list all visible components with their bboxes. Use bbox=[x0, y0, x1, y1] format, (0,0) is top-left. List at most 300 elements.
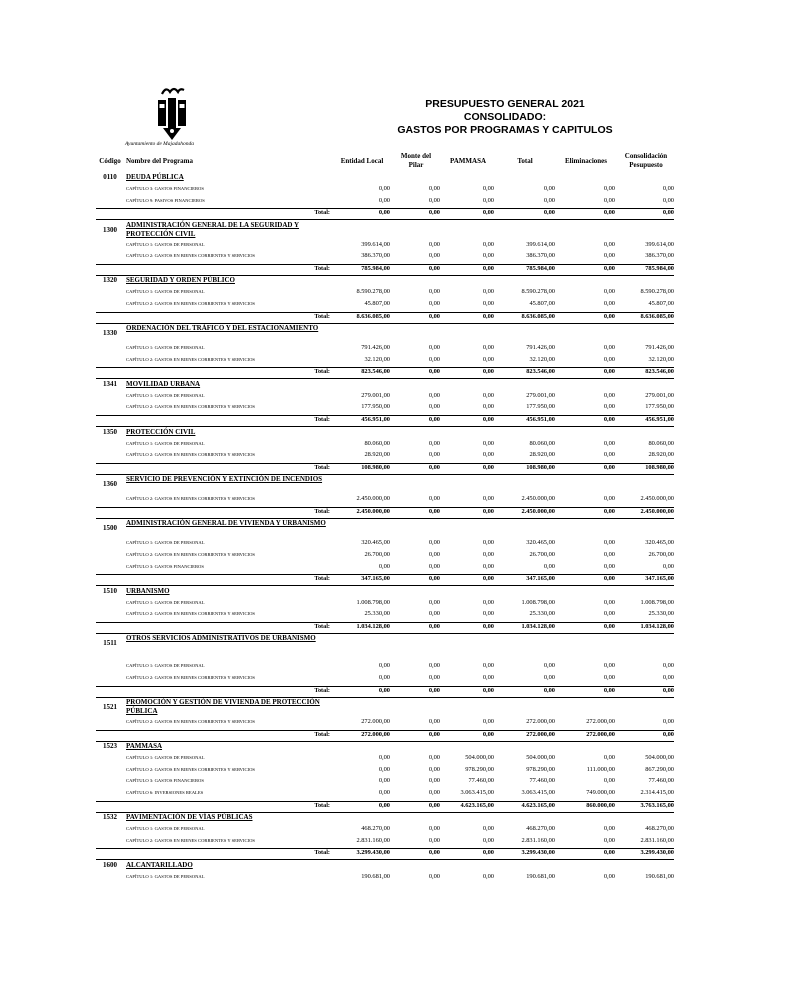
cell-value: 1.008.798,00 bbox=[356, 598, 390, 606]
logo-caption: Ayuntamiento de Majadahonda bbox=[125, 141, 195, 147]
cell-value: 28.920,00 bbox=[648, 451, 674, 459]
total-value: 785.984,00 bbox=[361, 264, 390, 272]
cell-value: 0,00 bbox=[603, 662, 615, 670]
chapter-label: CAPÍTULO 2: GASTOS EN BIENES CORRIENTES Y SERVICIOS bbox=[126, 611, 255, 617]
total-value: 0,00 bbox=[482, 264, 494, 272]
cell-value: 0,00 bbox=[428, 598, 440, 606]
table-row bbox=[0, 562, 792, 574]
chapter-label: CAPÍTULO 2: GASTOS EN BIENES CORRIENTES Y SERVICIOS bbox=[126, 452, 255, 458]
table-row bbox=[0, 287, 792, 299]
chapter-label: CAPÍTULO 2: GASTOS EN BIENES CORRIENTES Y SERVICIOS bbox=[126, 837, 255, 843]
cell-value: 2.831.160,00 bbox=[640, 836, 674, 844]
cell-value: 32.120,00 bbox=[364, 355, 390, 363]
cell-value: 0,00 bbox=[428, 836, 440, 844]
table-row bbox=[0, 550, 792, 562]
cell-value: 0,00 bbox=[482, 562, 494, 570]
cell-value: 0,00 bbox=[378, 662, 390, 670]
chapter-label: CAPÍTULO 1: GASTOS DE PERSONAL bbox=[126, 345, 205, 351]
cell-value: 26.700,00 bbox=[648, 550, 674, 558]
total-value: 0,00 bbox=[543, 209, 555, 217]
cell-value: 111.000,00 bbox=[586, 765, 615, 773]
cell-value: 399.614,00 bbox=[526, 240, 555, 248]
header-entidad: Entidad Local bbox=[340, 157, 384, 165]
cell-value: 0,00 bbox=[428, 252, 440, 260]
cell-value: 0,00 bbox=[428, 562, 440, 570]
total-value: 0,00 bbox=[603, 312, 615, 320]
cell-value: 25.330,00 bbox=[648, 610, 674, 618]
cell-value: 3.063.415,00 bbox=[460, 788, 494, 796]
cell-value: 0,00 bbox=[428, 344, 440, 352]
program-name: PROMOCIÓN Y GESTIÓN DE VIVIENDA DE PROTECCIÓN PÚBLICA bbox=[126, 698, 320, 715]
cell-value: 0,00 bbox=[543, 185, 555, 192]
table-row bbox=[0, 872, 792, 884]
title-line-3: GASTOS POR PROGRAMAS Y CAPITULOS bbox=[397, 124, 613, 136]
program-name: ORDENACIÓN DEL TRÁFICO Y DEL ESTACIONAMIENTO bbox=[126, 324, 319, 333]
cell-value: 272.000,00 bbox=[361, 718, 390, 725]
program-code: 1320 bbox=[103, 276, 117, 285]
total-value: 347.165,00 bbox=[361, 575, 390, 583]
cell-value: 0,00 bbox=[378, 196, 390, 204]
table-row bbox=[0, 184, 792, 196]
chapter-label: CAPÍTULO 2: GASTOS EN BIENES CORRIENTES Y SERVICIOS bbox=[126, 551, 255, 557]
total-value: 1.034.128,00 bbox=[640, 622, 674, 630]
cell-value: 320.465,00 bbox=[526, 539, 555, 547]
total-value: 2.450.000,00 bbox=[356, 507, 390, 515]
cell-value: 177.950,00 bbox=[645, 403, 674, 411]
cell-value: 0,00 bbox=[428, 185, 440, 192]
cell-value: 0,00 bbox=[482, 872, 494, 880]
program-name: MOVILIDAD URBANA bbox=[126, 379, 201, 388]
chapter-label: CAPÍTULO 2: GASTOS EN BIENES CORRIENTES Y SERVICIOS bbox=[126, 766, 255, 772]
program-name: ADMINISTRACIÓN GENERAL DE VIVIENDA Y URBANISMO bbox=[126, 519, 326, 528]
cell-value: 504.000,00 bbox=[645, 754, 674, 762]
program-code: 1360 bbox=[103, 480, 117, 489]
cell-value: 0,00 bbox=[662, 196, 674, 204]
program-name: PROTECCIÓN CIVIL bbox=[126, 427, 196, 436]
cell-value: 177.950,00 bbox=[526, 403, 555, 411]
cell-value: 0,00 bbox=[482, 825, 494, 832]
total-value: 0,00 bbox=[482, 416, 494, 423]
cell-value: 1.008.798,00 bbox=[640, 598, 674, 606]
program-name: OTROS SERVICIOS ADMINISTRATIVOS DE URBANISMO bbox=[126, 634, 316, 643]
total-value: 0,00 bbox=[482, 507, 494, 515]
chapter-label: CAPÍTULO 2: GASTOS EN BIENES CORRIENTES Y SERVICIOS bbox=[126, 253, 255, 259]
header-codigo: Código bbox=[99, 157, 121, 165]
total-label: Total: bbox=[314, 209, 330, 217]
program-name: ADMINISTRACIÓN GENERAL DE LA SEGURIDAD Y PROTECCIÓN CIVIL bbox=[126, 220, 300, 238]
cell-value: 0,00 bbox=[603, 754, 615, 762]
cell-value: 0,00 bbox=[603, 777, 615, 785]
table-header bbox=[0, 151, 792, 173]
cell-value: 80.060,00 bbox=[529, 439, 555, 447]
total-value: 0,00 bbox=[428, 368, 440, 376]
cell-value: 279.001,00 bbox=[526, 391, 555, 399]
cell-value: 0,00 bbox=[662, 185, 674, 192]
program-name: SERVICIO DE PREVENCIÓN Y EXTINCIÓN DE INCENDIOS bbox=[126, 475, 323, 484]
cell-value: 0,00 bbox=[603, 550, 615, 558]
cell-value: 0,00 bbox=[662, 673, 674, 681]
total-value: 0,00 bbox=[428, 849, 440, 857]
total-value: 2.450.000,00 bbox=[640, 507, 674, 515]
total-value: 347.165,00 bbox=[645, 575, 674, 583]
cell-value: 0,00 bbox=[428, 765, 440, 773]
total-label: Total: bbox=[314, 312, 330, 320]
cell-value: 0,00 bbox=[603, 196, 615, 204]
cell-value: 26.700,00 bbox=[529, 550, 555, 558]
total-value: 0,00 bbox=[428, 209, 440, 217]
cell-value: 0,00 bbox=[482, 300, 494, 307]
chapter-label: CAPÍTULO 2: GASTOS EN BIENES CORRIENTES Y SERVICIOS bbox=[126, 496, 255, 502]
cell-value: 0,00 bbox=[428, 196, 440, 204]
table-row bbox=[0, 450, 792, 462]
cell-value: 26.700,00 bbox=[364, 550, 390, 558]
total-value: 3.763.165,00 bbox=[640, 801, 674, 809]
header-nombre: Nombre del Programa bbox=[126, 157, 194, 165]
total-label: Total: bbox=[314, 730, 330, 738]
program-name: PAMMASA bbox=[126, 742, 163, 751]
cell-value: 279.001,00 bbox=[361, 391, 390, 399]
cell-value: 2.831.160,00 bbox=[356, 836, 390, 844]
cell-value: 0,00 bbox=[662, 562, 674, 570]
cell-value: 0,00 bbox=[428, 495, 440, 503]
cell-value: 0,00 bbox=[428, 825, 440, 832]
total-value: 860.000,00 bbox=[586, 801, 615, 809]
total-value: 0,00 bbox=[603, 463, 615, 471]
cell-value: 399.614,00 bbox=[645, 240, 674, 248]
cell-value: 0,00 bbox=[482, 240, 494, 248]
chapter-label: CAPÍTULO 1: GASTOS DE PERSONAL bbox=[126, 873, 205, 879]
cell-value: 0,00 bbox=[603, 300, 615, 307]
program-code: 1511 bbox=[103, 639, 117, 648]
cell-value: 386.370,00 bbox=[526, 252, 555, 260]
cell-value: 0,00 bbox=[428, 872, 440, 880]
table-row bbox=[0, 824, 792, 836]
program-name: DEUDA PÚBLICA bbox=[126, 173, 184, 181]
table-row bbox=[0, 788, 792, 800]
cell-value: 0,00 bbox=[543, 562, 555, 570]
total-label: Total: bbox=[314, 463, 330, 471]
total-value: 0,00 bbox=[428, 575, 440, 583]
total-label: Total: bbox=[314, 686, 330, 694]
chapter-label: CAPÍTULO 2: GASTOS EN BIENES CORRIENTES Y SERVICIOS bbox=[126, 404, 255, 410]
chapter-label: CAPÍTULO 9: PASIVOS FINANCIEROS bbox=[126, 197, 205, 203]
table-row bbox=[0, 251, 792, 263]
cell-value: 77.460,00 bbox=[468, 777, 494, 785]
cell-value: 177.950,00 bbox=[361, 403, 390, 411]
total-value: 3.299.430,00 bbox=[521, 849, 555, 857]
total-value: 4.623.165,00 bbox=[521, 801, 555, 809]
table-row bbox=[0, 717, 792, 729]
cell-value: 468.270,00 bbox=[361, 825, 390, 832]
cell-value: 0,00 bbox=[482, 718, 494, 725]
cell-value: 0,00 bbox=[428, 355, 440, 363]
cell-value: 0,00 bbox=[603, 344, 615, 352]
total-value: 0,00 bbox=[482, 209, 494, 217]
cell-value: 386.370,00 bbox=[361, 252, 390, 260]
total-value: 0,00 bbox=[603, 622, 615, 630]
total-value: 0,00 bbox=[482, 463, 494, 471]
cell-value: 0,00 bbox=[428, 439, 440, 447]
cell-value: 0,00 bbox=[428, 391, 440, 399]
cell-value: 80.060,00 bbox=[648, 439, 674, 447]
total-value: 8.636.085,00 bbox=[640, 312, 674, 320]
chapter-label: CAPÍTULO 2: GASTOS EN BIENES CORRIENTES Y SERVICIOS bbox=[126, 301, 255, 306]
header-pammasa: PAMMASA bbox=[449, 157, 487, 165]
table-row bbox=[0, 343, 792, 355]
cell-value: 45.807,00 bbox=[529, 300, 555, 307]
cell-value: 8.590.278,00 bbox=[640, 288, 674, 296]
table-row bbox=[0, 836, 792, 848]
table-row bbox=[0, 765, 792, 777]
total-value: 456.951,00 bbox=[361, 416, 390, 423]
cell-value: 0,00 bbox=[428, 403, 440, 411]
cell-value: 0,00 bbox=[603, 288, 615, 296]
total-value: 0,00 bbox=[603, 264, 615, 272]
cell-value: 3.063.415,00 bbox=[521, 788, 555, 796]
cell-value: 0,00 bbox=[378, 185, 390, 192]
program-code: 1600 bbox=[103, 860, 117, 869]
total-value: 3.299.430,00 bbox=[356, 849, 390, 857]
program-name: SEGURIDAD Y ORDEN PÚBLICO bbox=[126, 276, 235, 285]
cell-value: 978.290,00 bbox=[465, 765, 494, 773]
program-code: 1510 bbox=[103, 586, 117, 595]
cell-value: 0,00 bbox=[482, 344, 494, 352]
cell-value: 279.001,00 bbox=[645, 391, 674, 399]
total-value: 456.951,00 bbox=[526, 416, 555, 423]
cell-value: 190.681,00 bbox=[361, 872, 390, 880]
table-row bbox=[0, 240, 792, 252]
total-value: 0,00 bbox=[603, 416, 615, 423]
cell-value: 272.000,00 bbox=[526, 718, 555, 725]
total-value: 8.636.085,00 bbox=[521, 312, 555, 320]
cell-value: 77.460,00 bbox=[648, 777, 674, 785]
table-row bbox=[0, 673, 792, 685]
total-value: 0,00 bbox=[482, 368, 494, 376]
cell-value: 0,00 bbox=[603, 403, 615, 411]
program-name: ALCANTARILLADO bbox=[126, 860, 193, 869]
table-row bbox=[0, 609, 792, 621]
cell-value: 0,00 bbox=[378, 788, 390, 796]
cell-value: 0,00 bbox=[482, 391, 494, 399]
table-row bbox=[0, 598, 792, 610]
total-value: 0,00 bbox=[482, 730, 494, 738]
chapter-label: CAPÍTULO 1: GASTOS DE PERSONAL bbox=[126, 241, 205, 247]
chapter-label: CAPÍTULO 1: GASTOS DE PERSONAL bbox=[126, 392, 205, 398]
total-value: 823.546,00 bbox=[645, 368, 674, 376]
header-consolidacion: Consolidación Pesupuesto bbox=[624, 152, 668, 169]
total-value: 0,00 bbox=[662, 730, 674, 738]
cell-value: 0,00 bbox=[603, 872, 615, 880]
total-value: 272.000,00 bbox=[361, 730, 390, 738]
cell-value: 0,00 bbox=[482, 196, 494, 204]
cell-value: 504.000,00 bbox=[465, 754, 494, 762]
cell-value: 0,00 bbox=[428, 610, 440, 618]
total-value: 0,00 bbox=[603, 209, 615, 217]
cell-value: 0,00 bbox=[482, 355, 494, 363]
total-value: 1.034.128,00 bbox=[356, 622, 390, 630]
total-value: 0,00 bbox=[428, 264, 440, 272]
cell-value: 791.426,00 bbox=[526, 344, 555, 352]
chapter-label: CAPÍTULO 1: GASTOS DE PERSONAL bbox=[126, 755, 205, 761]
table-row bbox=[0, 439, 792, 451]
total-value: 108.980,00 bbox=[645, 463, 674, 471]
chapter-label: CAPÍTULO 3: GASTOS FINANCIEROS bbox=[126, 778, 204, 784]
total-label: Total: bbox=[314, 801, 330, 809]
cell-value: 0,00 bbox=[428, 662, 440, 670]
chapter-label: CAPÍTULO 3: GASTOS FINANCIEROS bbox=[126, 563, 204, 569]
cell-value: 978.290,00 bbox=[526, 765, 555, 773]
cell-value: 0,00 bbox=[482, 610, 494, 618]
header-eliminaciones: Eliminaciones bbox=[564, 157, 607, 165]
chapter-label: CAPÍTULO 2: GASTOS EN BIENES CORRIENTES Y SERVICIOS bbox=[126, 356, 255, 362]
cell-value: 0,00 bbox=[603, 391, 615, 399]
cell-value: 0,00 bbox=[428, 718, 440, 725]
cell-value: 0,00 bbox=[603, 240, 615, 248]
chapter-label: CAPÍTULO 1: GASTOS DE PERSONAL bbox=[126, 540, 205, 546]
cell-value: 2.450.000,00 bbox=[356, 495, 390, 503]
cell-value: 0,00 bbox=[482, 403, 494, 411]
total-value: 108.980,00 bbox=[361, 463, 390, 471]
report-title bbox=[380, 98, 630, 137]
cell-value: 0,00 bbox=[428, 550, 440, 558]
total-value: 0,00 bbox=[378, 801, 390, 809]
cell-value: 0,00 bbox=[603, 673, 615, 681]
cell-value: 32.120,00 bbox=[648, 355, 674, 363]
program-code: 1300 bbox=[103, 225, 117, 234]
cell-value: 867.290,00 bbox=[645, 765, 674, 773]
total-value: 0,00 bbox=[543, 686, 555, 694]
header-monte: Monte del Pilar bbox=[400, 152, 432, 169]
cell-value: 0,00 bbox=[482, 673, 494, 681]
cell-value: 80.060,00 bbox=[364, 439, 390, 447]
cell-value: 0,00 bbox=[428, 673, 440, 681]
total-value: 0,00 bbox=[603, 575, 615, 583]
chapter-label: CAPÍTULO 2: GASTOS EN BIENES CORRIENTES Y SERVICIOS bbox=[126, 719, 255, 724]
total-value: 0,00 bbox=[603, 686, 615, 694]
cell-value: 0,00 bbox=[603, 495, 615, 503]
total-label: Total: bbox=[314, 264, 330, 272]
cell-value: 0,00 bbox=[603, 451, 615, 459]
cell-value: 386.370,00 bbox=[645, 252, 674, 260]
cell-value: 0,00 bbox=[378, 765, 390, 773]
total-value: 785.984,00 bbox=[645, 264, 674, 272]
cell-value: 272.000,00 bbox=[586, 718, 615, 725]
total-value: 0,00 bbox=[482, 686, 494, 694]
cell-value: 0,00 bbox=[428, 788, 440, 796]
table-row bbox=[0, 299, 792, 311]
cell-value: 25.330,00 bbox=[364, 610, 390, 618]
cell-value: 0,00 bbox=[603, 836, 615, 844]
cell-value: 0,00 bbox=[428, 539, 440, 547]
cell-value: 0,00 bbox=[603, 539, 615, 547]
cell-value: 2.831.160,00 bbox=[521, 836, 555, 844]
total-label: Total: bbox=[314, 849, 330, 857]
chapter-label: CAPÍTULO 1: GASTOS DE PERSONAL bbox=[126, 599, 205, 605]
chapter-label: CAPÍTULO 1: GASTOS DE PERSONAL bbox=[126, 663, 205, 669]
cell-value: 28.920,00 bbox=[529, 451, 555, 459]
total-value: 0,00 bbox=[662, 209, 674, 217]
total-value: 456.951,00 bbox=[645, 416, 674, 423]
cell-value: 0,00 bbox=[482, 451, 494, 459]
table-row bbox=[0, 196, 792, 208]
cell-value: 0,00 bbox=[378, 754, 390, 762]
cell-value: 8.590.278,00 bbox=[521, 288, 555, 296]
total-value: 4.623.165,00 bbox=[460, 801, 494, 809]
total-value: 0,00 bbox=[662, 686, 674, 694]
chapter-label: CAPÍTULO 6: INVERSIONES REALES bbox=[126, 789, 204, 795]
table-row bbox=[0, 391, 792, 403]
total-value: 0,00 bbox=[428, 312, 440, 320]
cell-value: 0,00 bbox=[662, 718, 674, 725]
cell-value: 190.681,00 bbox=[645, 872, 674, 880]
chapter-label: CAPÍTULO 1: GASTOS DE PERSONAL bbox=[126, 440, 205, 446]
table-row bbox=[0, 494, 792, 506]
total-value: 0,00 bbox=[378, 209, 390, 217]
total-value: 0,00 bbox=[482, 622, 494, 630]
cell-value: 28.920,00 bbox=[364, 451, 390, 459]
total-value: 3.299.430,00 bbox=[640, 849, 674, 857]
total-value: 272.000,00 bbox=[526, 730, 555, 738]
table-row bbox=[0, 753, 792, 765]
total-value: 0,00 bbox=[603, 507, 615, 515]
cell-value: 77.460,00 bbox=[529, 777, 555, 785]
program-code: 1500 bbox=[103, 524, 117, 533]
cell-value: 190.681,00 bbox=[526, 872, 555, 880]
cell-value: 0,00 bbox=[428, 240, 440, 248]
cell-value: 0,00 bbox=[603, 610, 615, 618]
cell-value: 468.270,00 bbox=[645, 825, 674, 832]
cell-value: 0,00 bbox=[603, 355, 615, 363]
cell-value: 0,00 bbox=[428, 754, 440, 762]
cell-value: 0,00 bbox=[543, 673, 555, 681]
total-value: 0,00 bbox=[428, 730, 440, 738]
cell-value: 0,00 bbox=[482, 598, 494, 606]
cell-value: 791.426,00 bbox=[361, 344, 390, 352]
cell-value: 0,00 bbox=[428, 777, 440, 785]
cell-value: 749.000,00 bbox=[586, 788, 615, 796]
total-value: 272.000,00 bbox=[586, 730, 615, 738]
cell-value: 399.614,00 bbox=[361, 240, 390, 248]
program-code: 1350 bbox=[103, 427, 117, 436]
total-value: 108.980,00 bbox=[526, 463, 555, 471]
chapter-label: CAPÍTULO 2: GASTOS EN BIENES CORRIENTES Y SERVICIOS bbox=[126, 674, 255, 680]
cell-value: 45.807,00 bbox=[364, 300, 390, 307]
cell-value: 45.807,00 bbox=[648, 300, 674, 307]
total-value: 0,00 bbox=[482, 312, 494, 320]
cell-value: 0,00 bbox=[603, 252, 615, 260]
cell-value: 0,00 bbox=[603, 598, 615, 606]
cell-value: 0,00 bbox=[428, 451, 440, 459]
cell-value: 0,00 bbox=[482, 836, 494, 844]
total-value: 0,00 bbox=[603, 368, 615, 376]
table-row bbox=[0, 776, 792, 788]
header-total: Total bbox=[517, 157, 533, 165]
cell-value: 0,00 bbox=[482, 252, 494, 260]
table-row bbox=[0, 355, 792, 367]
table-row bbox=[0, 402, 792, 414]
total-value: 0,00 bbox=[603, 849, 615, 857]
cell-value: 0,00 bbox=[378, 562, 390, 570]
cell-value: 0,00 bbox=[482, 662, 494, 670]
cell-value: 0,00 bbox=[603, 439, 615, 447]
cell-value: 25.330,00 bbox=[529, 610, 555, 618]
total-value: 0,00 bbox=[428, 686, 440, 694]
total-value: 0,00 bbox=[482, 849, 494, 857]
total-value: 1.034.128,00 bbox=[521, 622, 555, 630]
total-label: Total: bbox=[314, 416, 330, 423]
table-row bbox=[0, 538, 792, 550]
program-name: URBANISMO bbox=[126, 586, 170, 595]
